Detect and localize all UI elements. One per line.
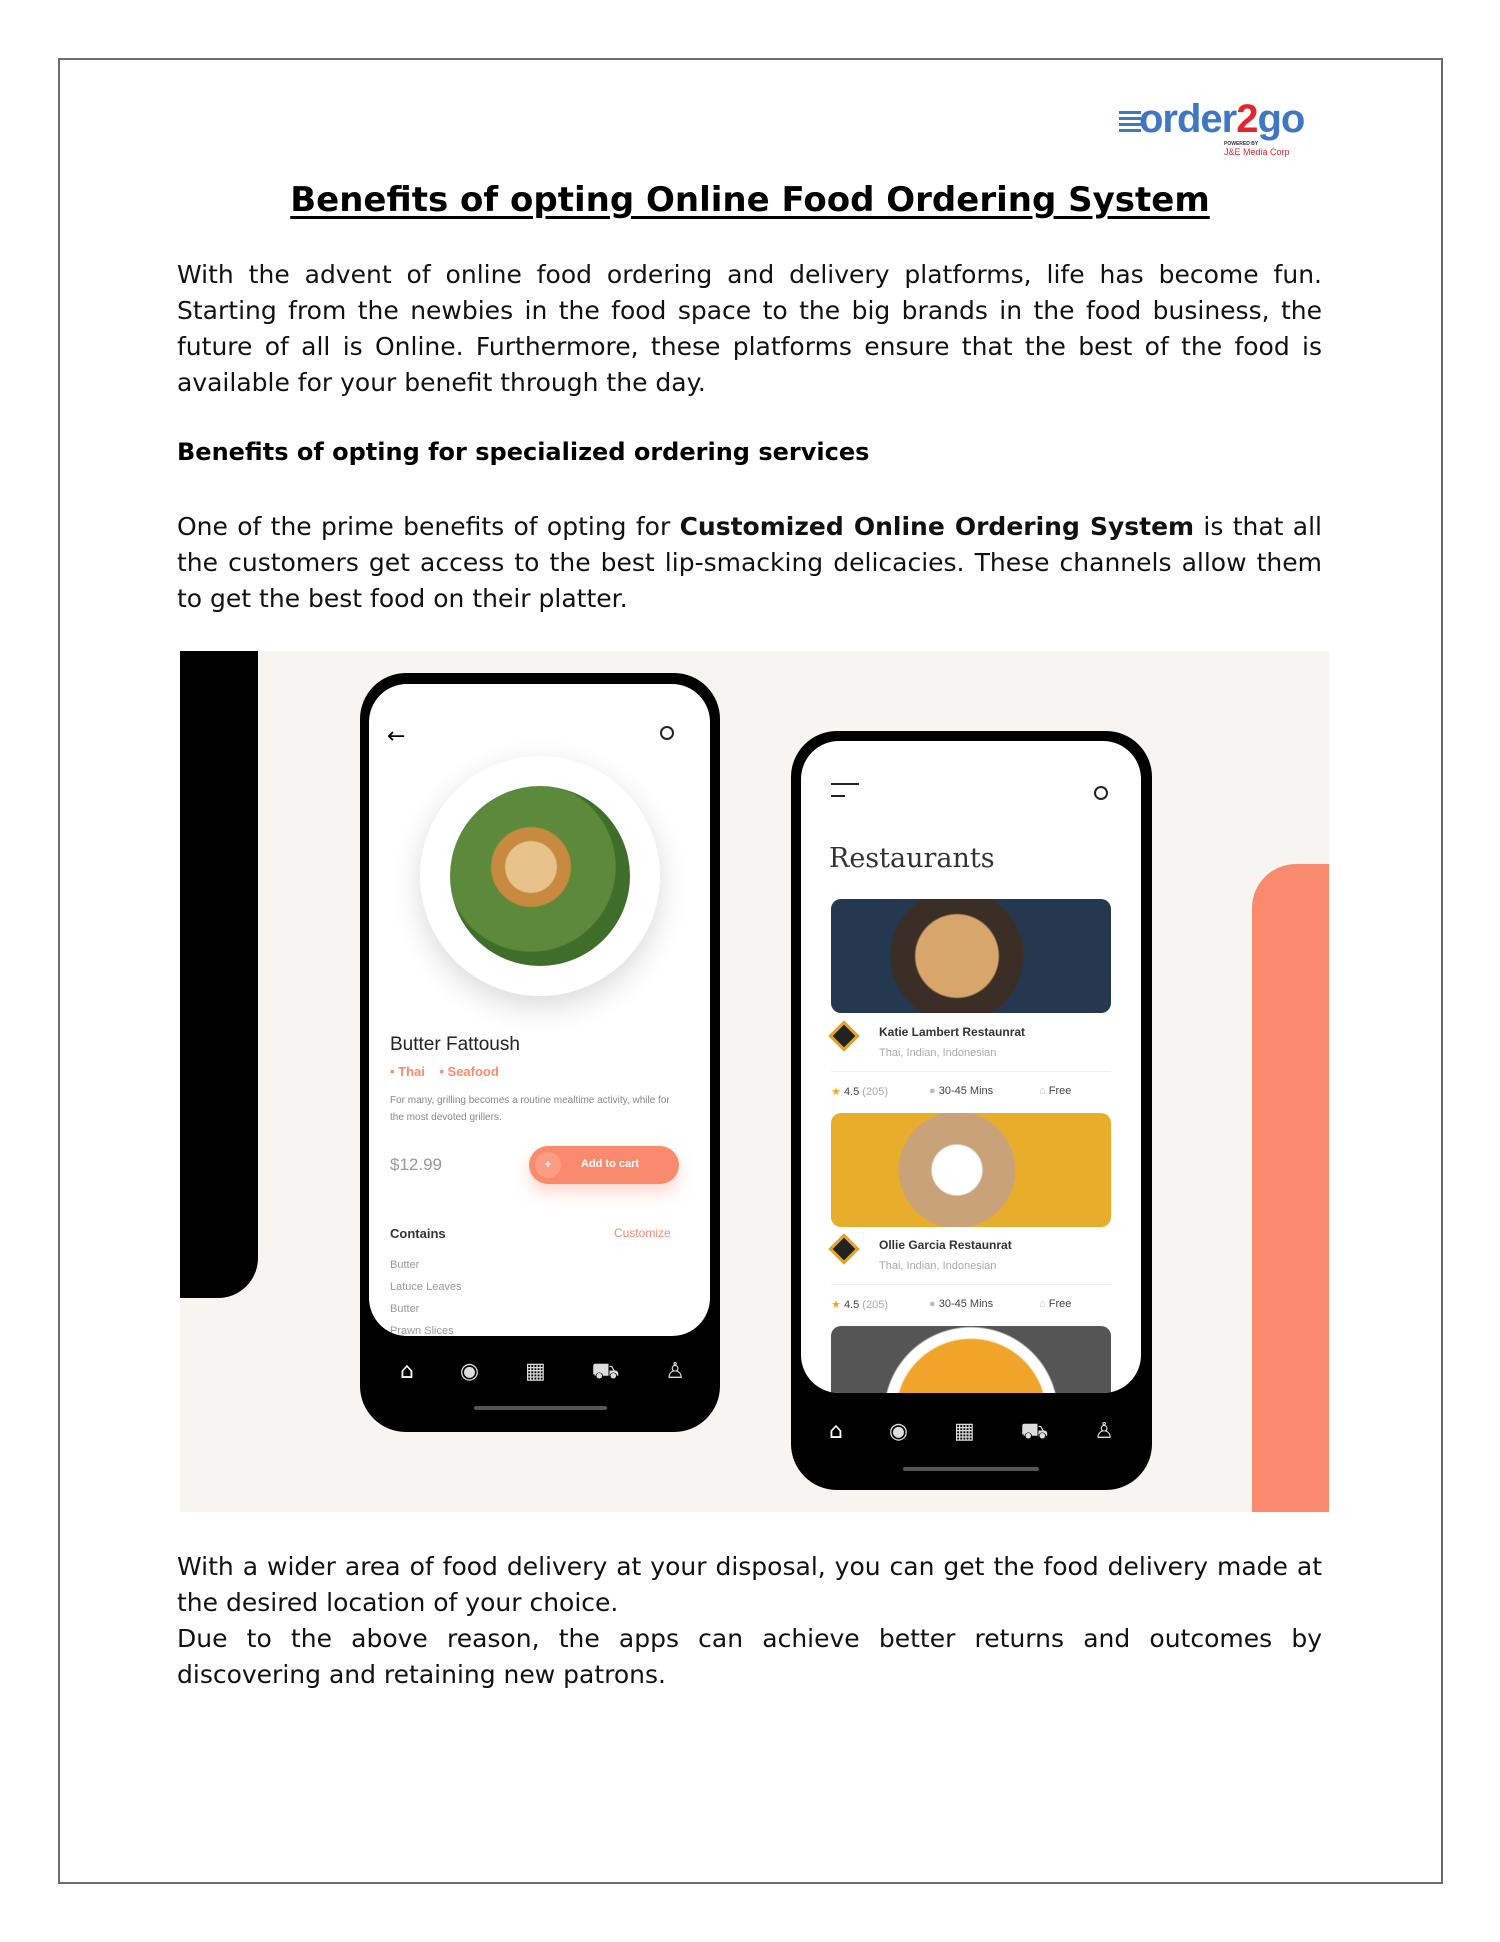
home-icon[interactable]: ⌂ bbox=[400, 1359, 414, 1384]
bottom-nav bbox=[829, 1419, 1114, 1447]
salad-plate-image bbox=[420, 756, 660, 996]
order2go-logo: order2go POWERED BY J&E Media Corp bbox=[1119, 93, 1319, 159]
menu-icon[interactable] bbox=[831, 783, 859, 797]
star-icon: ★ bbox=[831, 1086, 841, 1098]
restaurant-logo bbox=[828, 1020, 859, 1051]
benefit-paragraph: One of the prime benefits of opting for Customized Online Ordering System is that all the customers get access to the best lip-smacking delicacies. These channels allow them to get the best food on their platter. bbox=[177, 512, 1323, 613]
bottom-nav bbox=[400, 1359, 685, 1387]
restaurant-image[interactable] bbox=[831, 1113, 1111, 1227]
intro-paragraph: With the advent of online food ordering and delivery platforms, life has become fun. Starting from the newbies in the food space to the big brands in the food business, the future of all is Online. Furthermore, these platforms ensure that the best of the food is available for your benefit through the day. bbox=[177, 260, 1322, 397]
customize-link[interactable]: Customize bbox=[614, 1226, 671, 1240]
home-indicator bbox=[903, 1467, 1039, 1471]
cart-icon[interactable]: ⛟ bbox=[1020, 1419, 1049, 1444]
grid-icon[interactable]: ▦ bbox=[953, 1419, 975, 1444]
dish-price: $12.99 bbox=[390, 1155, 442, 1174]
add-to-cart-button[interactable]: + Add to cart bbox=[529, 1146, 679, 1184]
home-indicator bbox=[474, 1406, 607, 1410]
dish-tags: • Thai • Seafood bbox=[390, 1064, 499, 1079]
phone-dish-detail bbox=[360, 673, 720, 1432]
search-icon[interactable] bbox=[660, 726, 674, 740]
closing-paragraph-2: Due to the above reason, the apps can achieve better returns and outcomes by discovering and retaining new patrons. bbox=[177, 1624, 1322, 1689]
clock-icon: ● bbox=[929, 1085, 936, 1097]
restaurant-image[interactable] bbox=[831, 899, 1111, 1013]
clock-icon: ● bbox=[929, 1298, 936, 1310]
dish-description: For many, grilling becomes a routine mealtime activity, while for the most devoted grillers. bbox=[390, 1095, 670, 1123]
section-heading: Benefits of opting for specialized ordering services bbox=[177, 438, 870, 466]
delivery-icon: ⌂ bbox=[1039, 1085, 1046, 1097]
cart-icon[interactable]: ⛟ bbox=[591, 1359, 620, 1384]
ingredient-list: Butter Latuce Leaves Butter Prawn Slices bbox=[390, 1259, 462, 1336]
explore-icon[interactable]: ◉ bbox=[459, 1359, 480, 1384]
page-title: Benefits of opting Online Food Ordering System bbox=[290, 180, 1210, 220]
delivery-icon: ⌂ bbox=[1039, 1298, 1046, 1310]
restaurant-image bbox=[831, 1326, 1111, 1393]
search-icon[interactable] bbox=[1094, 786, 1108, 800]
profile-icon[interactable]: ♙ bbox=[1094, 1419, 1114, 1444]
restaurants-heading: Restaurants bbox=[829, 843, 995, 874]
phone-restaurants: Restaurants Katie Lambert Restaunrat Thai, Indian, Indonesian ★ 4.5 (205) ● 30-45 Mins ⌂ Free Ollie Garcia Restaunrat Thai, Indian, Indonesian ★ 4.5 (205) ● 30-45 Mins ⌂ Free ⌂ ◉ ▦ ⛟ ♙ bbox=[791, 731, 1152, 1490]
app-mockup-image bbox=[180, 651, 1329, 1512]
explore-icon[interactable]: ◉ bbox=[888, 1419, 909, 1444]
contains-label: Contains bbox=[390, 1226, 446, 1241]
grid-icon[interactable]: ▦ bbox=[524, 1359, 546, 1384]
profile-icon[interactable]: ♙ bbox=[665, 1359, 685, 1384]
closing-paragraph: With a wider area of food delivery at your disposal, you can get the food delivery made at the desired location of your choice. bbox=[177, 1552, 1322, 1617]
dish-name: Butter Fattoush bbox=[390, 1034, 520, 1055]
back-arrow-icon[interactable]: ← bbox=[387, 724, 406, 749]
restaurant-logo bbox=[828, 1233, 859, 1264]
decor-black-bar bbox=[180, 651, 258, 1298]
star-icon: ★ bbox=[831, 1299, 841, 1311]
decor-orange-bar bbox=[1252, 864, 1329, 1512]
home-icon[interactable]: ⌂ bbox=[829, 1419, 843, 1444]
